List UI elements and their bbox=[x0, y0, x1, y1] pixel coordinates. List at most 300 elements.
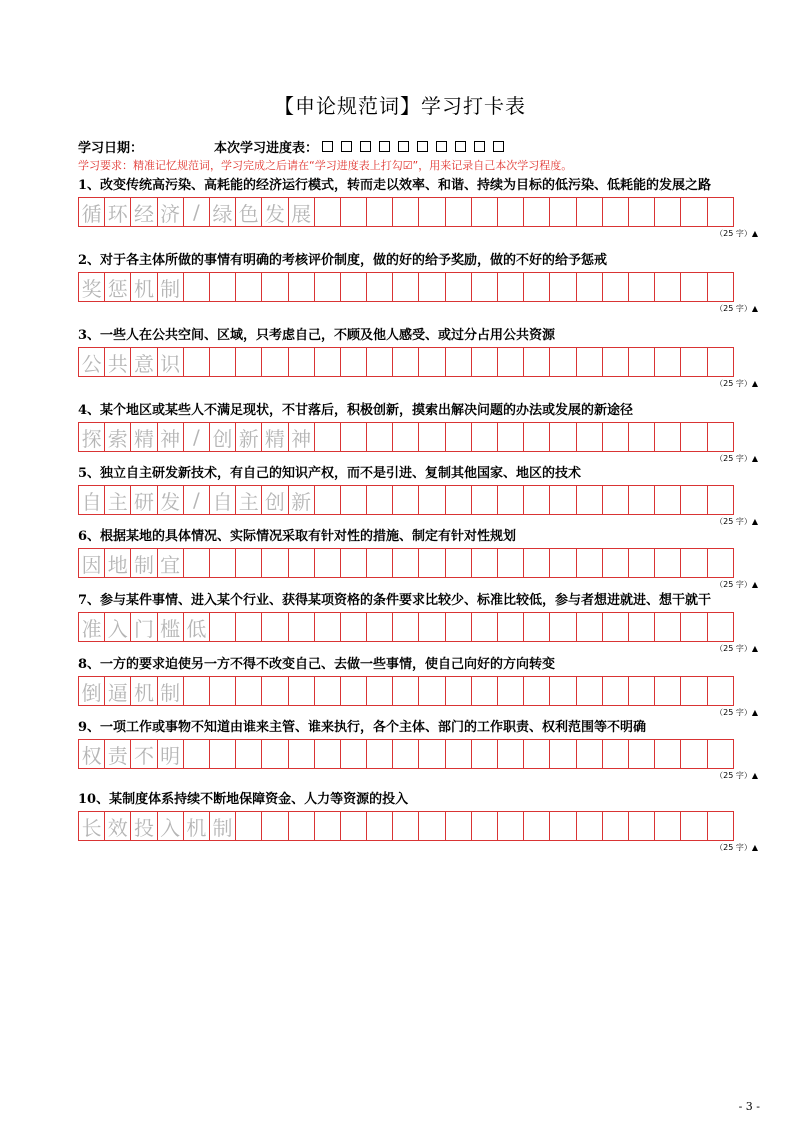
progress-checkbox[interactable] bbox=[379, 141, 390, 152]
writing-grid bbox=[78, 197, 758, 227]
grid-cell[interactable] bbox=[209, 347, 236, 377]
grid-cell[interactable] bbox=[261, 272, 288, 302]
grid-cell[interactable] bbox=[680, 197, 707, 227]
grid-cell[interactable] bbox=[628, 739, 655, 769]
exercise-prompt: 8、一方的要求迫使另一方不得不改变自己、去做一些事情，使自己向好的方向转变 bbox=[78, 657, 556, 672]
grid-cell[interactable] bbox=[445, 739, 472, 769]
grid-cell[interactable] bbox=[628, 197, 655, 227]
grid-cell[interactable] bbox=[523, 612, 550, 642]
grid-cell[interactable] bbox=[392, 422, 419, 452]
progress-label: 本次学习进度表： bbox=[214, 140, 319, 156]
grid-cell[interactable]: 探 bbox=[78, 422, 105, 452]
grid-cell[interactable]: 权 bbox=[78, 739, 105, 769]
grid-cell[interactable]: 槛 bbox=[157, 612, 184, 642]
grid-cell[interactable] bbox=[471, 272, 498, 302]
grid-cell[interactable] bbox=[680, 612, 707, 642]
grid-cell[interactable] bbox=[680, 422, 707, 452]
grid-cell[interactable] bbox=[209, 272, 236, 302]
grid-cell[interactable] bbox=[707, 612, 734, 642]
grid-cell[interactable] bbox=[707, 347, 734, 377]
grid-cell[interactable] bbox=[209, 676, 236, 706]
grid-cell[interactable] bbox=[707, 422, 734, 452]
grid-cell[interactable] bbox=[340, 347, 367, 377]
grid-cell[interactable] bbox=[340, 197, 367, 227]
grid-cell[interactable] bbox=[366, 485, 393, 515]
grid-cell[interactable] bbox=[654, 197, 681, 227]
grid-cell[interactable] bbox=[418, 676, 445, 706]
grid-cell[interactable] bbox=[628, 485, 655, 515]
grid-cell[interactable]: 不 bbox=[130, 739, 157, 769]
grid-cell[interactable]: 准 bbox=[78, 612, 105, 642]
grid-cell[interactable] bbox=[183, 548, 210, 578]
grid-cell[interactable] bbox=[497, 676, 524, 706]
exercise-item bbox=[78, 791, 758, 853]
grid-cell[interactable] bbox=[654, 739, 681, 769]
grid-cell[interactable]: 循 bbox=[78, 197, 105, 227]
exercise-item bbox=[78, 592, 758, 654]
progress-checkbox[interactable] bbox=[474, 141, 485, 152]
grid-cell[interactable]: 机 bbox=[183, 811, 210, 841]
grid-cell[interactable]: 地 bbox=[104, 548, 131, 578]
grid-cell[interactable] bbox=[576, 347, 603, 377]
grid-cell[interactable]: 色 bbox=[235, 197, 262, 227]
grid-cell[interactable] bbox=[418, 548, 445, 578]
grid-cell[interactable]: 共 bbox=[104, 347, 131, 377]
grid-cell[interactable] bbox=[445, 811, 472, 841]
grid-cell[interactable] bbox=[576, 612, 603, 642]
grid-cell[interactable] bbox=[602, 272, 629, 302]
grid-cell[interactable] bbox=[445, 197, 472, 227]
grid-cell[interactable] bbox=[497, 739, 524, 769]
grid-cell[interactable] bbox=[497, 548, 524, 578]
study-requirement: 学习要求：精准记忆规范词，学习完成之后请在“学习进度表上打勾☑”，用来记录自己本次学习程度。 bbox=[78, 159, 573, 172]
grid-cell[interactable] bbox=[445, 612, 472, 642]
grid-cell[interactable]: 研 bbox=[130, 485, 157, 515]
grid-cell[interactable] bbox=[183, 272, 210, 302]
grid-cell[interactable]: 济 bbox=[157, 197, 184, 227]
exercise-prompt: 2、对于各主体所做的事情有明确的考核评价制度，做的好的给予奖励，做的不好的给予惩戒 bbox=[78, 253, 608, 268]
grid-cell[interactable] bbox=[392, 272, 419, 302]
grid-cell[interactable] bbox=[340, 272, 367, 302]
grid-cell[interactable] bbox=[471, 811, 498, 841]
writing-grid bbox=[78, 548, 758, 578]
grid-cell[interactable] bbox=[183, 347, 210, 377]
grid-cell[interactable] bbox=[288, 676, 315, 706]
grid-cell[interactable] bbox=[418, 811, 445, 841]
grid-cell[interactable] bbox=[549, 548, 576, 578]
grid-cell[interactable] bbox=[707, 485, 734, 515]
grid-cell[interactable] bbox=[471, 485, 498, 515]
exercise-item bbox=[78, 465, 758, 527]
grid-cell[interactable] bbox=[628, 272, 655, 302]
grid-cell[interactable] bbox=[602, 422, 629, 452]
grid-cell[interactable]: 自 bbox=[209, 485, 236, 515]
progress-checkbox[interactable] bbox=[360, 141, 371, 152]
grid-cell[interactable] bbox=[418, 347, 445, 377]
date-label: 学习日期： bbox=[78, 140, 144, 156]
grid-cell[interactable]: 发 bbox=[157, 485, 184, 515]
grid-cell[interactable] bbox=[445, 272, 472, 302]
grid-cell[interactable] bbox=[314, 612, 341, 642]
grid-cell[interactable] bbox=[340, 676, 367, 706]
grid-cell[interactable] bbox=[549, 422, 576, 452]
grid-cell[interactable] bbox=[654, 811, 681, 841]
progress-checkbox[interactable] bbox=[436, 141, 447, 152]
grid-cell[interactable]: 识 bbox=[157, 347, 184, 377]
exercise-item bbox=[78, 719, 758, 781]
grid-cell[interactable] bbox=[471, 347, 498, 377]
grid-cell[interactable]: 机 bbox=[130, 272, 157, 302]
grid-cell[interactable]: 精 bbox=[261, 422, 288, 452]
grid-cell[interactable] bbox=[235, 739, 262, 769]
grid-cell[interactable] bbox=[576, 197, 603, 227]
grid-cell[interactable] bbox=[392, 548, 419, 578]
grid-cell[interactable] bbox=[549, 811, 576, 841]
grid-cell[interactable] bbox=[523, 676, 550, 706]
grid-cell[interactable] bbox=[235, 272, 262, 302]
grid-cell[interactable] bbox=[523, 272, 550, 302]
grid-cell[interactable] bbox=[445, 548, 472, 578]
grid-cell[interactable]: 自 bbox=[78, 485, 105, 515]
grid-cell[interactable]: 投 bbox=[130, 811, 157, 841]
grid-cell[interactable] bbox=[314, 272, 341, 302]
grid-cell[interactable] bbox=[340, 612, 367, 642]
progress-checkbox[interactable] bbox=[341, 141, 352, 152]
grid-cell[interactable] bbox=[445, 485, 472, 515]
char-count-label: （25 字）▲ bbox=[715, 771, 758, 780]
grid-cell[interactable] bbox=[235, 811, 262, 841]
grid-cell[interactable] bbox=[576, 422, 603, 452]
grid-cell[interactable]: 经 bbox=[130, 197, 157, 227]
grid-cell[interactable] bbox=[523, 811, 550, 841]
grid-cell[interactable] bbox=[497, 197, 524, 227]
grid-cell[interactable]: 奖 bbox=[78, 272, 105, 302]
grid-cell[interactable] bbox=[471, 197, 498, 227]
exercise-prompt: 3、一些人在公共空间、区域，只考虑自己，不顾及他人感受、或过分占用公共资源 bbox=[78, 328, 556, 343]
grid-cell[interactable] bbox=[654, 676, 681, 706]
grid-cell[interactable] bbox=[261, 811, 288, 841]
exercise-item bbox=[78, 528, 758, 590]
grid-cell[interactable] bbox=[576, 739, 603, 769]
grid-cell[interactable] bbox=[628, 548, 655, 578]
grid-cell[interactable] bbox=[654, 422, 681, 452]
grid-cell[interactable] bbox=[418, 485, 445, 515]
grid-cell[interactable] bbox=[314, 422, 341, 452]
char-count-label: （25 字）▲ bbox=[715, 843, 758, 852]
grid-cell[interactable] bbox=[288, 272, 315, 302]
grid-cell[interactable] bbox=[209, 612, 236, 642]
exercise-prompt: 10、某制度体系持续不断地保障资金、人力等资源的投入 bbox=[78, 792, 409, 807]
grid-cell[interactable] bbox=[680, 811, 707, 841]
grid-cell[interactable]: 神 bbox=[288, 422, 315, 452]
grid-cell[interactable]: 神 bbox=[157, 422, 184, 452]
char-count-label: （25 字）▲ bbox=[715, 229, 758, 238]
grid-cell[interactable]: 门 bbox=[130, 612, 157, 642]
grid-cell[interactable] bbox=[314, 548, 341, 578]
grid-cell[interactable] bbox=[366, 422, 393, 452]
grid-cell[interactable] bbox=[654, 548, 681, 578]
char-count-label: （25 字）▲ bbox=[715, 644, 758, 653]
grid-cell[interactable] bbox=[340, 811, 367, 841]
grid-cell[interactable] bbox=[654, 272, 681, 302]
grid-cell[interactable]: 入 bbox=[157, 811, 184, 841]
grid-cell[interactable]: 制 bbox=[157, 272, 184, 302]
grid-cell[interactable] bbox=[392, 739, 419, 769]
grid-cell[interactable] bbox=[418, 422, 445, 452]
grid-cell[interactable] bbox=[392, 612, 419, 642]
grid-cell[interactable] bbox=[602, 197, 629, 227]
char-count-label: （25 字）▲ bbox=[715, 517, 758, 526]
grid-cell[interactable] bbox=[549, 485, 576, 515]
grid-cell[interactable] bbox=[418, 197, 445, 227]
grid-cell[interactable]: 倒 bbox=[78, 676, 105, 706]
grid-cell[interactable] bbox=[628, 347, 655, 377]
page-title: 【申论规范词】学习打卡表 bbox=[274, 94, 526, 118]
char-count-label: （25 字）▲ bbox=[715, 708, 758, 717]
grid-cell[interactable] bbox=[602, 676, 629, 706]
grid-cell[interactable] bbox=[707, 676, 734, 706]
grid-cell[interactable] bbox=[471, 612, 498, 642]
grid-cell[interactable] bbox=[209, 548, 236, 578]
grid-cell[interactable] bbox=[392, 676, 419, 706]
grid-cell[interactable]: 入 bbox=[104, 612, 131, 642]
exercise-item bbox=[78, 656, 758, 718]
grid-cell[interactable]: 创 bbox=[209, 422, 236, 452]
grid-cell[interactable] bbox=[549, 739, 576, 769]
grid-cell[interactable] bbox=[680, 548, 707, 578]
grid-cell[interactable] bbox=[549, 612, 576, 642]
exercise-prompt: 4、某个地区或某些人不满足现状，不甘落后，积极创新，摸索出解决问题的办法或发展的新途径 bbox=[78, 403, 634, 418]
exercise-item bbox=[78, 402, 758, 464]
grid-cell[interactable]: 绿 bbox=[209, 197, 236, 227]
grid-cell[interactable]: 机 bbox=[130, 676, 157, 706]
grid-cell[interactable] bbox=[523, 197, 550, 227]
grid-cell[interactable] bbox=[576, 272, 603, 302]
grid-cell[interactable] bbox=[707, 197, 734, 227]
grid-cell[interactable] bbox=[602, 347, 629, 377]
grid-cell[interactable] bbox=[549, 347, 576, 377]
grid-cell[interactable]: / bbox=[183, 197, 210, 227]
grid-cell[interactable] bbox=[366, 347, 393, 377]
grid-cell[interactable] bbox=[392, 811, 419, 841]
grid-cell[interactable]: / bbox=[183, 422, 210, 452]
grid-cell[interactable] bbox=[549, 197, 576, 227]
grid-cell[interactable]: 环 bbox=[104, 197, 131, 227]
grid-cell[interactable] bbox=[654, 612, 681, 642]
grid-cell[interactable]: 逼 bbox=[104, 676, 131, 706]
grid-cell[interactable] bbox=[366, 197, 393, 227]
grid-cell[interactable]: 展 bbox=[288, 197, 315, 227]
grid-cell[interactable]: 制 bbox=[157, 676, 184, 706]
grid-cell[interactable] bbox=[680, 739, 707, 769]
grid-cell[interactable] bbox=[261, 739, 288, 769]
grid-cell[interactable] bbox=[497, 272, 524, 302]
grid-cell[interactable] bbox=[707, 272, 734, 302]
grid-cell[interactable] bbox=[654, 347, 681, 377]
grid-cell[interactable] bbox=[707, 811, 734, 841]
writing-grid bbox=[78, 272, 758, 302]
grid-cell[interactable] bbox=[366, 811, 393, 841]
grid-cell[interactable] bbox=[366, 739, 393, 769]
grid-cell[interactable]: 公 bbox=[78, 347, 105, 377]
grid-cell[interactable] bbox=[680, 347, 707, 377]
progress-checkbox[interactable] bbox=[455, 141, 466, 152]
grid-cell[interactable]: 主 bbox=[235, 485, 262, 515]
grid-cell[interactable] bbox=[523, 548, 550, 578]
progress-checkbox[interactable] bbox=[322, 141, 333, 152]
grid-cell[interactable] bbox=[471, 676, 498, 706]
grid-cell[interactable] bbox=[288, 548, 315, 578]
grid-cell[interactable] bbox=[235, 548, 262, 578]
grid-cell[interactable] bbox=[602, 811, 629, 841]
grid-cell[interactable] bbox=[576, 548, 603, 578]
grid-cell[interactable] bbox=[497, 485, 524, 515]
exercise-prompt: 1、改变传统高污染、高耗能的经济运行模式，转而走以效率、和谐、持续为目标的低污染、低耗能的发展之路 bbox=[78, 178, 712, 193]
grid-cell[interactable]: 效 bbox=[104, 811, 131, 841]
grid-cell[interactable]: 制 bbox=[130, 548, 157, 578]
grid-cell[interactable] bbox=[497, 422, 524, 452]
progress-checkbox[interactable] bbox=[493, 141, 504, 152]
grid-cell[interactable] bbox=[288, 612, 315, 642]
grid-cell[interactable] bbox=[602, 485, 629, 515]
grid-cell[interactable]: 责 bbox=[104, 739, 131, 769]
grid-cell[interactable] bbox=[602, 739, 629, 769]
grid-cell[interactable]: 惩 bbox=[104, 272, 131, 302]
grid-cell[interactable] bbox=[183, 739, 210, 769]
grid-cell[interactable]: 新 bbox=[288, 485, 315, 515]
grid-cell[interactable] bbox=[523, 422, 550, 452]
grid-cell[interactable] bbox=[523, 347, 550, 377]
grid-cell[interactable]: 精 bbox=[130, 422, 157, 452]
exercise-prompt: 5、独立自主研发新技术，有自己的知识产权，而不是引进、复制其他国家、地区的技术 bbox=[78, 466, 582, 481]
grid-cell[interactable] bbox=[314, 676, 341, 706]
char-count-label: （25 字）▲ bbox=[715, 454, 758, 463]
grid-cell[interactable] bbox=[418, 272, 445, 302]
grid-cell[interactable]: 因 bbox=[78, 548, 105, 578]
grid-cell[interactable] bbox=[445, 422, 472, 452]
exercise-item bbox=[78, 252, 758, 314]
grid-cell[interactable] bbox=[340, 548, 367, 578]
grid-cell[interactable] bbox=[392, 347, 419, 377]
grid-cell[interactable]: 制 bbox=[209, 811, 236, 841]
grid-cell[interactable] bbox=[418, 612, 445, 642]
writing-grid bbox=[78, 811, 758, 841]
grid-cell[interactable] bbox=[602, 548, 629, 578]
grid-cell[interactable] bbox=[549, 272, 576, 302]
grid-cell[interactable] bbox=[314, 347, 341, 377]
grid-cell[interactable] bbox=[602, 612, 629, 642]
writing-grid bbox=[78, 485, 758, 515]
writing-grid bbox=[78, 739, 758, 769]
grid-cell[interactable]: 长 bbox=[78, 811, 105, 841]
grid-cell[interactable] bbox=[523, 739, 550, 769]
grid-cell[interactable] bbox=[366, 676, 393, 706]
grid-cell[interactable] bbox=[471, 548, 498, 578]
grid-cell[interactable]: 宜 bbox=[157, 548, 184, 578]
grid-cell[interactable] bbox=[235, 347, 262, 377]
progress-checkboxes bbox=[322, 141, 504, 152]
grid-cell[interactable] bbox=[523, 485, 550, 515]
grid-cell[interactable] bbox=[183, 676, 210, 706]
grid-cell[interactable] bbox=[235, 612, 262, 642]
grid-cell[interactable]: 主 bbox=[104, 485, 131, 515]
grid-cell[interactable] bbox=[707, 739, 734, 769]
grid-cell[interactable] bbox=[235, 676, 262, 706]
grid-cell[interactable] bbox=[576, 485, 603, 515]
progress-checkbox[interactable] bbox=[417, 141, 428, 152]
grid-cell[interactable] bbox=[707, 548, 734, 578]
grid-cell[interactable] bbox=[549, 676, 576, 706]
grid-cell[interactable] bbox=[261, 548, 288, 578]
grid-cell[interactable] bbox=[261, 676, 288, 706]
grid-cell[interactable] bbox=[497, 347, 524, 377]
grid-cell[interactable] bbox=[628, 612, 655, 642]
grid-cell[interactable]: / bbox=[183, 485, 210, 515]
grid-cell[interactable]: 索 bbox=[104, 422, 131, 452]
grid-cell[interactable] bbox=[445, 676, 472, 706]
grid-cell[interactable] bbox=[366, 272, 393, 302]
progress-checkbox[interactable] bbox=[398, 141, 409, 152]
grid-cell[interactable]: 意 bbox=[130, 347, 157, 377]
meta-row bbox=[78, 136, 504, 156]
grid-cell[interactable] bbox=[418, 739, 445, 769]
grid-cell[interactable] bbox=[340, 485, 367, 515]
grid-cell[interactable] bbox=[576, 676, 603, 706]
grid-cell[interactable] bbox=[445, 347, 472, 377]
grid-cell[interactable] bbox=[471, 422, 498, 452]
writing-grid bbox=[78, 422, 758, 452]
grid-cell[interactable] bbox=[392, 485, 419, 515]
grid-cell[interactable] bbox=[497, 612, 524, 642]
char-count-label: （25 字）▲ bbox=[715, 379, 758, 388]
grid-cell[interactable] bbox=[366, 612, 393, 642]
grid-cell[interactable] bbox=[288, 739, 315, 769]
exercise-prompt: 9、一项工作或事物不知道由谁来主管、谁来执行，各个主体、部门的工作职责、权利范围等不明确 bbox=[78, 720, 647, 735]
grid-cell[interactable] bbox=[497, 811, 524, 841]
grid-cell[interactable]: 明 bbox=[157, 739, 184, 769]
grid-cell[interactable] bbox=[576, 811, 603, 841]
grid-cell[interactable] bbox=[314, 811, 341, 841]
grid-cell[interactable] bbox=[288, 347, 315, 377]
grid-cell[interactable] bbox=[314, 739, 341, 769]
writing-grid bbox=[78, 676, 758, 706]
grid-cell[interactable] bbox=[628, 422, 655, 452]
grid-cell[interactable] bbox=[261, 612, 288, 642]
grid-cell[interactable] bbox=[261, 347, 288, 377]
grid-cell[interactable] bbox=[680, 485, 707, 515]
grid-cell[interactable] bbox=[680, 676, 707, 706]
grid-cell[interactable] bbox=[654, 485, 681, 515]
char-count-label: （25 字）▲ bbox=[715, 304, 758, 313]
grid-cell[interactable] bbox=[314, 485, 341, 515]
grid-cell[interactable] bbox=[680, 272, 707, 302]
grid-cell[interactable]: 发 bbox=[261, 197, 288, 227]
grid-cell[interactable] bbox=[471, 739, 498, 769]
grid-cell[interactable]: 低 bbox=[183, 612, 210, 642]
grid-cell[interactable] bbox=[628, 676, 655, 706]
grid-cell[interactable] bbox=[392, 197, 419, 227]
grid-cell[interactable]: 创 bbox=[261, 485, 288, 515]
exercise-item bbox=[78, 177, 758, 239]
grid-cell[interactable] bbox=[209, 739, 236, 769]
grid-cell[interactable] bbox=[366, 548, 393, 578]
grid-cell[interactable] bbox=[340, 422, 367, 452]
grid-cell[interactable] bbox=[628, 811, 655, 841]
grid-cell[interactable] bbox=[314, 197, 341, 227]
grid-cell[interactable] bbox=[288, 811, 315, 841]
grid-cell[interactable] bbox=[340, 739, 367, 769]
grid-cell[interactable]: 新 bbox=[235, 422, 262, 452]
